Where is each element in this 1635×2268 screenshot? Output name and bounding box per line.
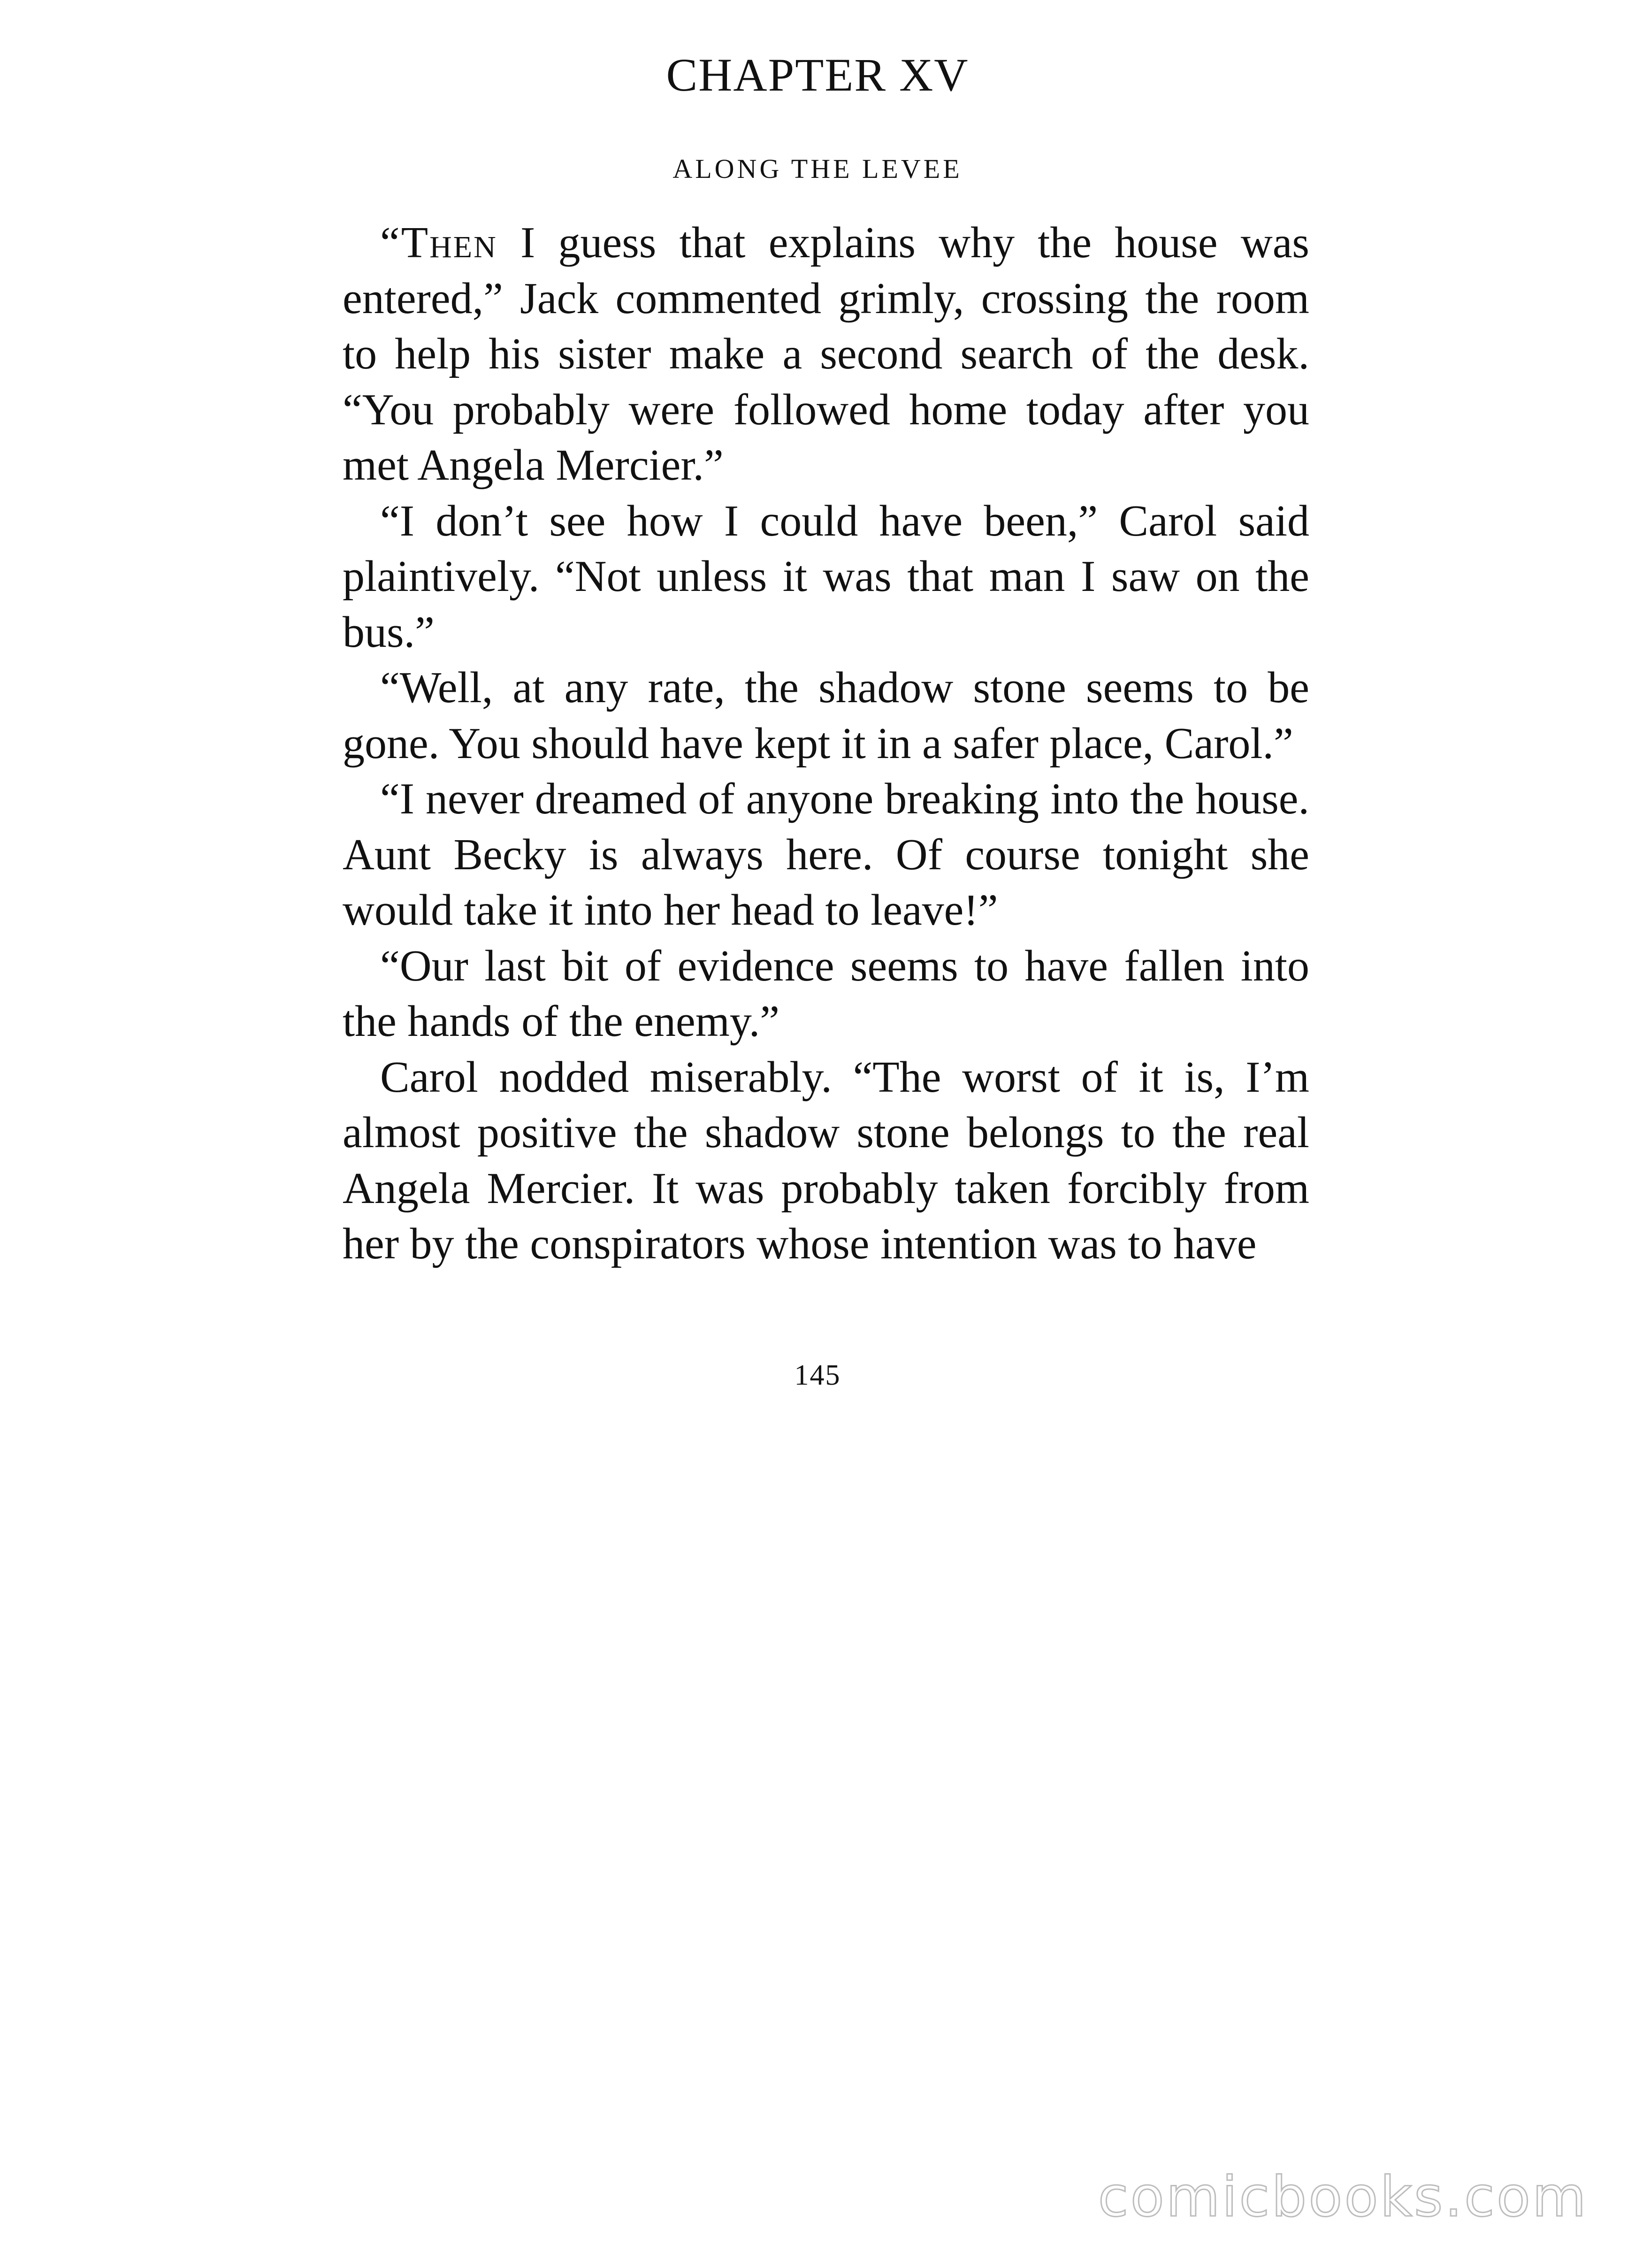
watermark: comicbooks.com (1098, 2164, 1588, 2229)
paragraph-4: “I never dreamed of anyone breaking into the house. Aunt Becky is always here. Of course tonight she would take it into her head to leave!” (343, 774, 1309, 935)
paragraph-5: “Our last bit of evidence seems to have fallen into the hands of the enemy.” (343, 941, 1309, 1046)
page-number: 145 (794, 1359, 841, 1391)
paragraph-1 (343, 215, 1309, 493)
paragraph-3: “Well, at any rate, the shadow stone seems to be gone. You should have kept it in a safer place, Carol.” (343, 663, 1309, 768)
chapter-subtitle: ALONG THE LEVEE (672, 153, 963, 184)
paragraph-2: “I don’t see how I could have been,” Carol said plaintively. “Not unless it was that man I saw on the bus.” (343, 496, 1309, 657)
body-text (343, 215, 1309, 1272)
paragraph-1-lead: “Then (380, 218, 497, 267)
chapter-title: CHAPTER XV (666, 49, 969, 101)
paragraph-6: Carol nodded miserably. “The worst of it is, I’m almost positive the shadow stone belongs to the real Angela Mercier. It was probably taken forcibly from her by the conspirators whose intention was to have (343, 1052, 1309, 1268)
paragraph-1-rest: I guess that explains why the house was entered,” Jack commented grimly, crossing the room to help his sister make a second search of the desk. “You probably were followed home today after you met Angela Mercier.” (343, 218, 1309, 490)
